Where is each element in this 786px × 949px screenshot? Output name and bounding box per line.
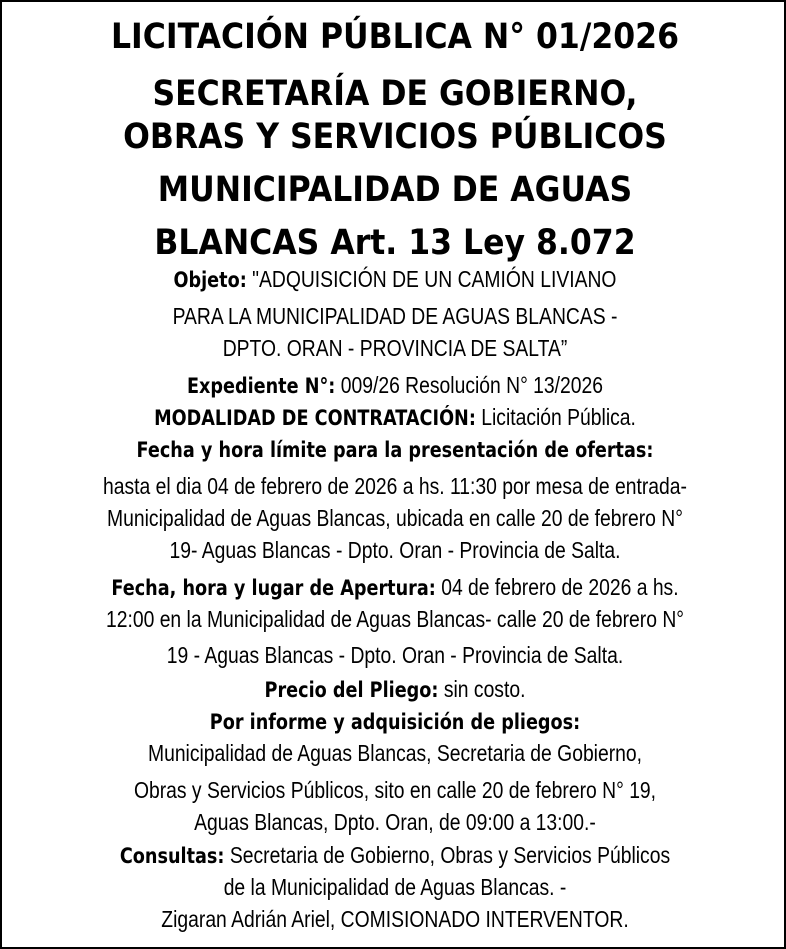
informes-line-1: Municipalidad de Aguas Blancas, Secretaria de Gobierno, [147,740,643,766]
objeto-line-2: PARA LA MUNICIPALIDAD DE AGUAS BLANCAS - [172,303,618,329]
fecha-limite-line-3: 19- Aguas Blancas - Dpto. Oran - Provincia de Salta. [169,537,621,563]
consultas-text-1: Secretaria de Gobierno, Obras y Servicios Públicos [224,842,671,868]
consultas-line-1 [65,840,725,871]
consultas-line-3: Zigaran Adrián Ariel, COMISIONADO INTERVENTOR. [161,906,629,932]
informes-line-2: Obras y Servicios Públicos, sito en calle 20 de febrero N° 19, [133,777,657,803]
precio-line [65,674,725,705]
apertura-line-1 [65,572,725,603]
expediente-value: 009/26 Resolución N° 13/2026 [335,372,604,398]
informes-line-3: Aguas Blancas, Dpto. Oran, de 09:00 a 13:00.- [194,809,596,835]
precio-value: sin costo. [438,676,526,702]
consultas-line-2: de la Municipalidad de Aguas Blancas. - [223,874,567,900]
fecha-limite-line-2: Municipalidad de Aguas Blancas, ubicada en calle 20 de febrero N° [107,505,683,531]
modalidad-label: MODALIDAD DE CONTRATACIÓN: [154,406,476,430]
title-line-5: BLANCAS Art. 13 Ley 8.072 [154,223,636,263]
expediente-line [65,370,725,401]
apertura-text-1: 04 de febrero de 2026 a hs. [435,574,679,600]
objeto-line-1 [65,264,725,295]
apertura-label: Fecha, hora y lugar de Apertura: [111,576,436,600]
precio-label: Precio del Pliego: [264,678,439,702]
modalidad-value: Licitación Pública. [475,404,636,430]
fecha-limite-label: Fecha y hora límite para la presentación de ofertas: [136,438,654,462]
fecha-limite-heading [65,434,725,465]
apertura-line-3: 19 - Aguas Blancas - Dpto. Oran - Provincia de Salta. [166,642,624,668]
title-line-3: OBRAS Y SERVICIOS PÚBLICOS [123,117,667,157]
objeto-text-1: "ADQUISICIÓN DE UN CAMIÓN LIVIANO [246,266,617,292]
objeto-line-3: DPTO. ORAN - PROVINCIA DE SALTA” [222,335,568,361]
title-line-4: MUNICIPALIDAD DE AGUAS [157,170,633,210]
modalidad-line [65,402,725,433]
title-line-2: SECRETARÍA DE GOBIERNO, [152,74,638,114]
consultas-label: Consultas: [119,844,225,868]
informes-label: Por informe y adquisición de pliegos: [209,710,581,734]
expediente-label: Expediente N°: [186,374,336,398]
fecha-limite-line-1: hasta el dia 04 de febrero de 2026 a hs. 11:30 por mesa de entrada- [103,473,687,499]
title-line-1: LICITACIÓN PÚBLICA N° 01/2026 [110,17,680,57]
objeto-label: Objeto: [173,268,247,292]
apertura-line-2: 12:00 en la Municipalidad de Aguas Blancas- calle 20 de febrero N° [105,606,685,632]
informes-heading [65,706,725,737]
